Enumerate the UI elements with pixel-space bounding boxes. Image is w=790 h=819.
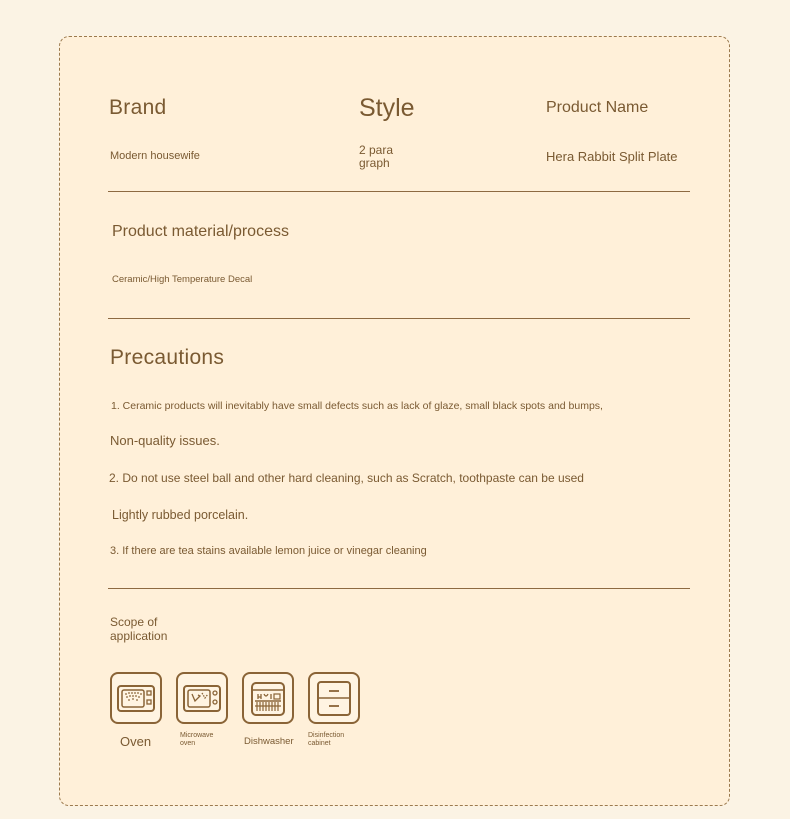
disinfection-label-line: cabinet [308, 740, 331, 747]
style-value [359, 144, 393, 170]
oven-label: Oven [120, 734, 152, 749]
divider [108, 588, 690, 589]
scope-label-line: Scope of [110, 615, 158, 629]
microwave-label-line: oven [180, 740, 196, 747]
style-value-line: 2 para [359, 143, 394, 157]
divider [108, 318, 690, 319]
precaution-line: Non-quality issues. [110, 433, 220, 448]
precaution-line: 2. Do not use steel ball and other hard cleaning, such as Scratch, toothpaste can be used [109, 471, 584, 485]
dishwasher-label: Dishwasher [244, 736, 294, 747]
product-name-value: Hera Rabbit Split Plate [546, 149, 678, 164]
scope-label-line: application [110, 629, 168, 643]
precaution-line: Lightly rubbed porcelain. [112, 508, 249, 522]
microwave-label-line: Microwave [180, 732, 214, 739]
material-label: Product material/process [112, 223, 289, 240]
precaution-line: 1. Ceramic products will inevitably have small defects such as lack of glaze, small black spots and bumps, [111, 400, 603, 412]
oven-icon [110, 672, 162, 724]
scope-label [110, 615, 167, 643]
divider [108, 191, 690, 192]
product-info-card [59, 36, 730, 806]
precautions-title: Precautions [110, 346, 225, 369]
style-label: Style [359, 94, 415, 122]
brand-value: Modern housewife [110, 150, 200, 162]
style-value-line: graph [359, 156, 390, 170]
disinfection-cabinet-icon [308, 672, 360, 724]
dishwasher-icon [242, 672, 294, 724]
microwave-label [180, 732, 213, 748]
brand-label: Brand [109, 96, 167, 119]
microwave-icon [176, 672, 228, 724]
material-value: Ceramic/High Temperature Decal [112, 274, 253, 285]
disinfection-cabinet-label [308, 732, 344, 748]
product-name-label: Product Name [546, 99, 649, 116]
precaution-line: 3. If there are tea stains available lemon juice or vinegar cleaning [110, 545, 427, 557]
disinfection-label-line: Disinfection [308, 732, 345, 739]
